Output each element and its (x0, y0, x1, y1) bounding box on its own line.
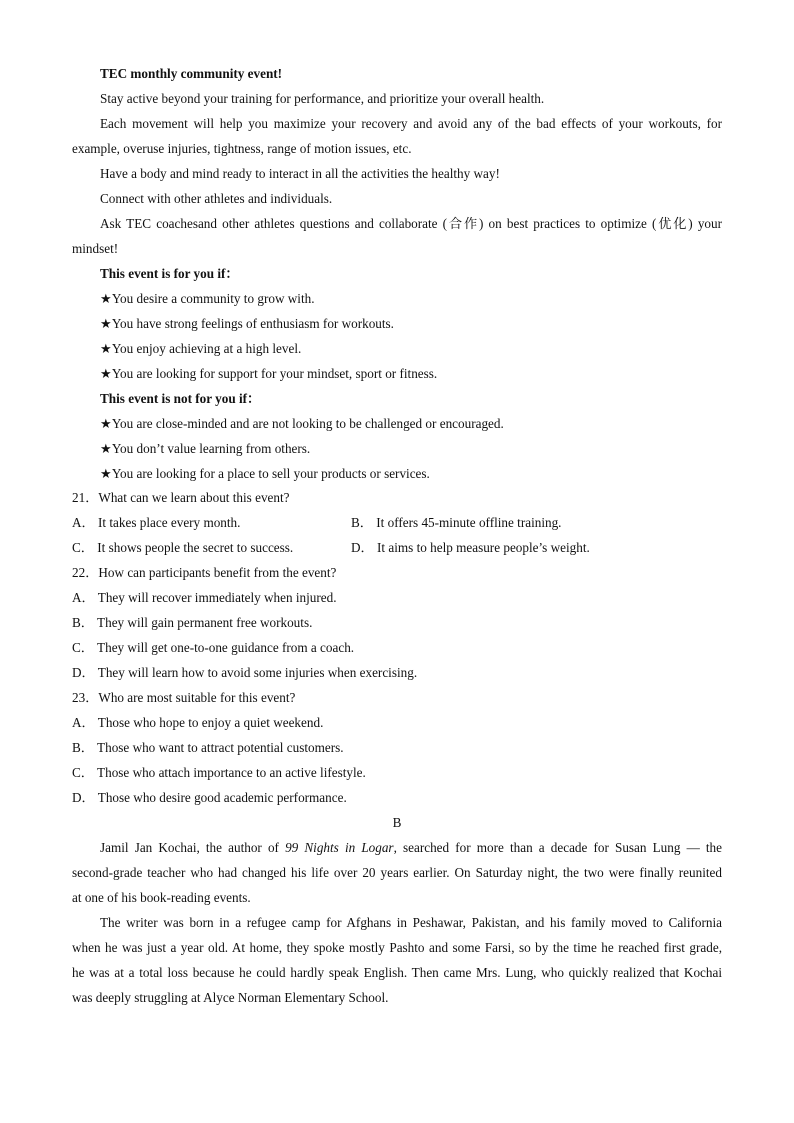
option-22-b: B． They will gain permanent free workouts. (72, 615, 313, 630)
paragraph-continuation: was deeply struggling at Alyce Norman Elementary School. (72, 990, 389, 1005)
question-stem-22: 22．How can participants benefit from the event? (72, 565, 337, 580)
option-21-b: B． It offers 45-minute offline training. (351, 515, 562, 530)
question-stem-23: 23．Who are most suitable for this event? (72, 690, 296, 705)
list-item: ★You are looking for support for your mindset, sport or fitness. (100, 366, 438, 381)
option-23-c: C． Those who attach importance to an active lifestyle. (72, 765, 366, 780)
option-21-a: A． It takes place every month. (72, 515, 241, 530)
paragraph: Each movement will help you maximize your recovery and avoid any of the bad effects of your workouts, for (100, 116, 722, 131)
option-22-a: A． They will recover immediately when injured. (72, 590, 337, 605)
paragraph-continuation: mindset! (72, 241, 119, 256)
paragraph: Ask TEC coachesand other athletes questions and collaborate (合作) on best practices to optimize (优化) your (100, 216, 722, 231)
list-item: ★You are close-minded and are not looking to be challenged or encouraged. (100, 416, 504, 431)
list-item: ★You desire a community to grow with. (100, 291, 315, 306)
paragraph: The writer was born in a refugee camp for Afghans in Peshawar, Pakistan, and his family moved to California (100, 915, 722, 930)
question-stem-21: 21．What can we learn about this event? (72, 490, 290, 505)
option-21-d: D． It aims to help measure people’s weight. (351, 540, 590, 555)
paragraph-continuation: he was at a total loss because he could hardly speak English. Then came Mrs. Lung, who quickly realized that Kochai (72, 965, 722, 980)
list-item: ★You don’t value learning from others. (100, 441, 311, 456)
text-run: , searched for more than a decade for Susan Lung — the (393, 840, 722, 855)
paragraph-continuation: when he was just a year old. At home, they spoke mostly Pashto and some Farsi, so by the time he reached first grade, (72, 940, 722, 955)
option-23-d: D． Those who desire good academic performance. (72, 790, 347, 805)
text-run: Jamil Jan Kochai, the author of (100, 840, 286, 855)
paragraph: Connect with other athletes and individuals. (100, 191, 333, 206)
option-23-b: B． Those who want to attract potential customers. (72, 740, 344, 755)
book-title: 99 Nights in Logar (285, 840, 394, 855)
list-item: ★You enjoy achieving at a high level. (100, 341, 302, 356)
paragraph: Have a body and mind ready to interact in all the activities the healthy way! (100, 166, 500, 181)
list-item: ★You have strong feelings of enthusiasm for workouts. (100, 316, 394, 331)
paragraph-continuation: at one of his book-reading events. (72, 890, 251, 905)
option-21-c: C． It shows people the secret to success. (72, 540, 294, 555)
list-item: ★You are looking for a place to sell your products or services. (100, 466, 430, 481)
option-22-d: D． They will learn how to avoid some injuries when exercising. (72, 665, 418, 680)
event-title: TEC monthly community event! (100, 66, 283, 81)
section-label-b: B (392, 815, 402, 830)
option-23-a: A． Those who hope to enjoy a quiet weekend. (72, 715, 324, 730)
paragraph-continuation: second-grade teacher who had changed his life over 20 years earlier. On Saturday night, the two were finally reunited (72, 865, 722, 880)
not-for-you-heading: This event is not for you if： (100, 391, 261, 406)
paragraph-continuation: example, overuse injuries, tightness, range of motion issues, etc. (72, 141, 412, 156)
for-you-heading: This event is for you if： (100, 266, 239, 281)
option-22-c: C． They will get one-to-one guidance from a coach. (72, 640, 355, 655)
paragraph (100, 840, 722, 856)
paragraph: Stay active beyond your training for performance, and prioritize your overall health. (100, 91, 545, 106)
